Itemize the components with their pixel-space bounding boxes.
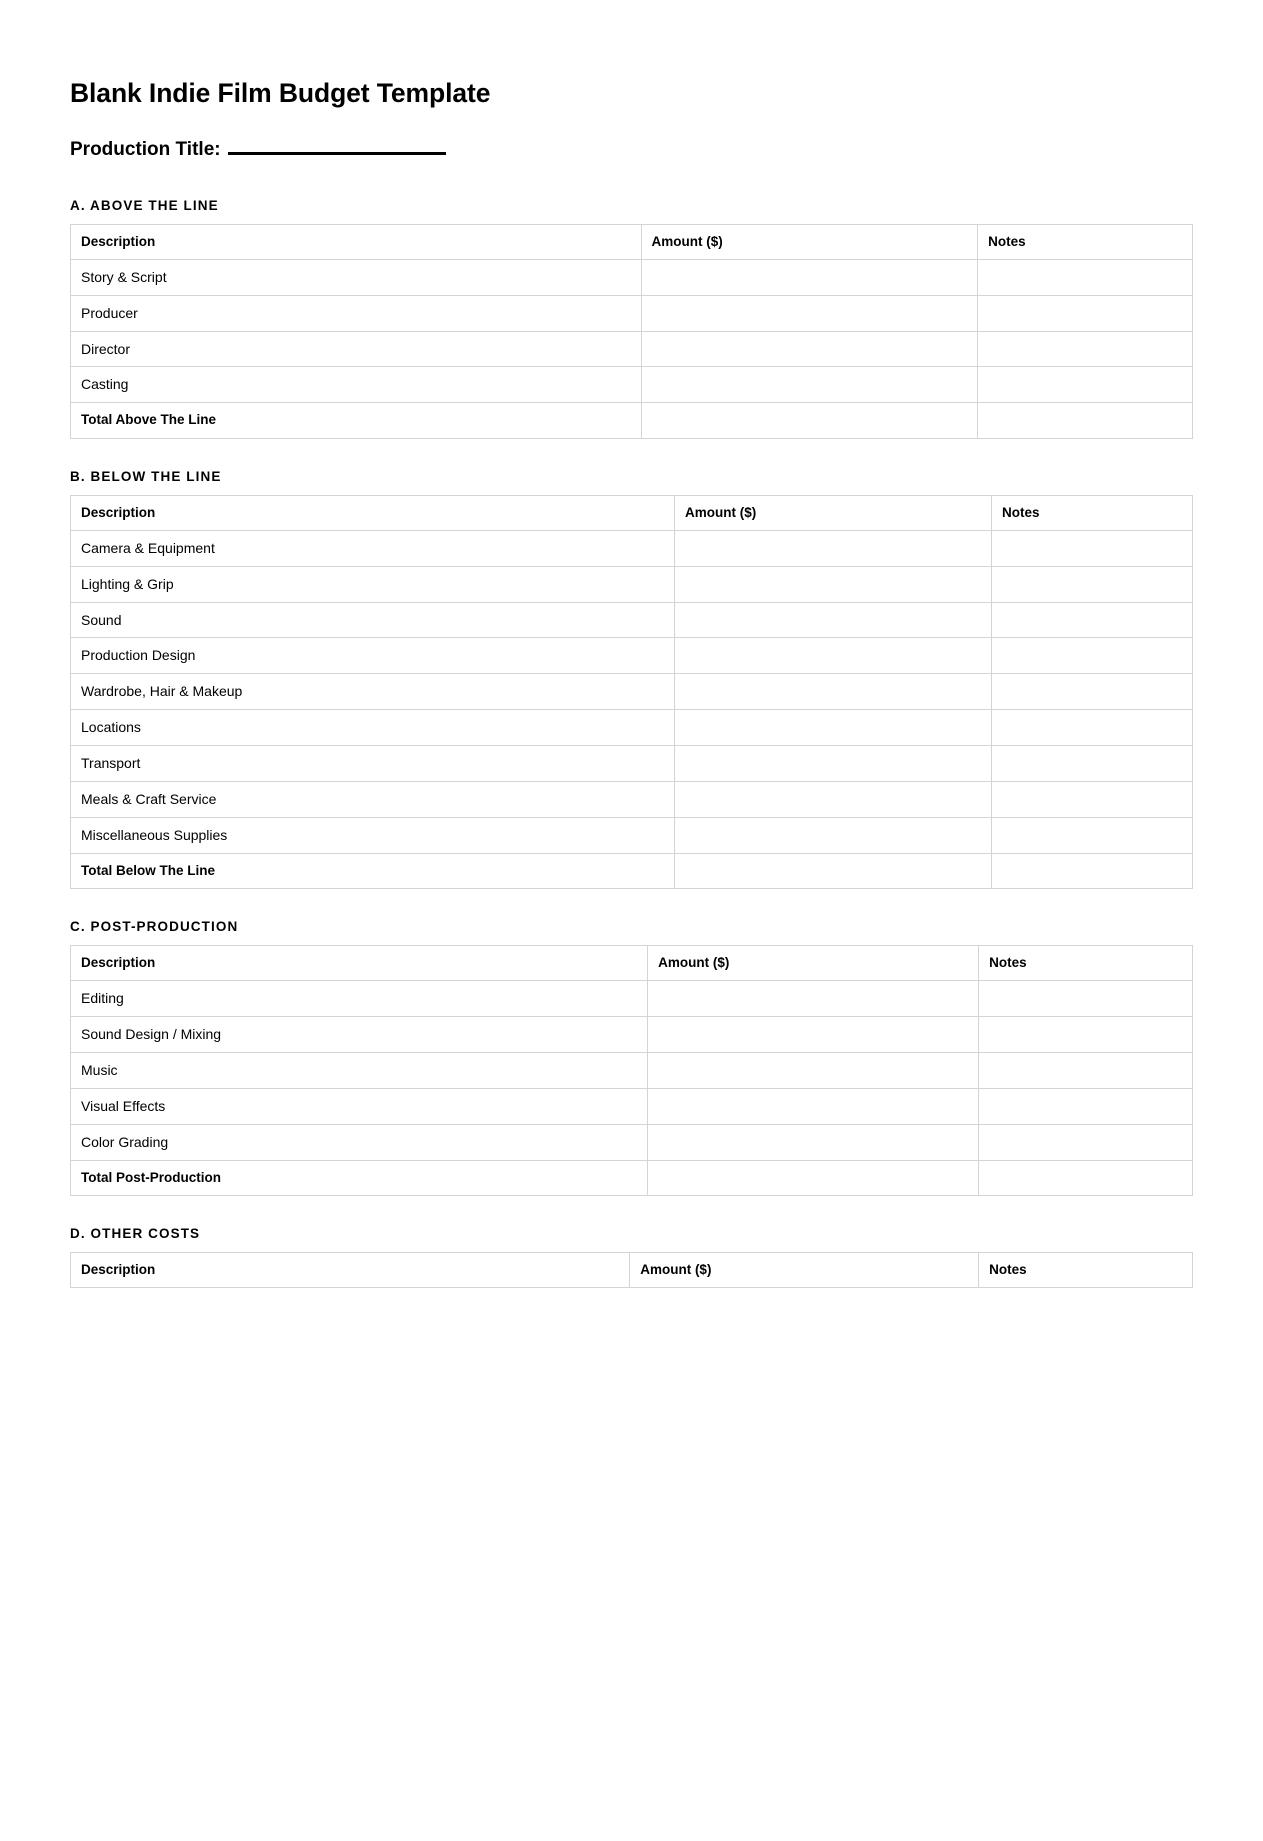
row-notes[interactable] [979,1124,1193,1160]
table-row [71,331,1193,367]
row-amount[interactable] [641,367,978,403]
table-total-row [71,403,1193,438]
column-header-amount: Amount ($) [641,224,978,259]
row-amount[interactable] [675,602,992,638]
table-row [71,782,1193,818]
column-header-description: Description [71,495,675,530]
section-heading-a: A. ABOVE THE LINE [70,197,219,213]
column-header-description: Description [71,1252,630,1287]
table-row [71,981,1193,1017]
row-description: Color Grading [71,1124,648,1160]
page-title: Blank Indie Film Budget Template [70,78,491,108]
column-header-description: Description [71,946,648,981]
row-amount[interactable] [675,530,992,566]
row-description: Transport [71,746,675,782]
section-d-clip [70,1252,1193,1288]
table-header-row [71,946,1193,981]
table-row [71,295,1193,331]
row-notes[interactable] [992,566,1193,602]
section-heading-c: C. POST-PRODUCTION [70,919,239,935]
production-title-label: Production Title: [70,138,221,160]
total-notes[interactable] [979,1160,1193,1195]
row-amount[interactable] [648,1088,979,1124]
row-amount[interactable] [641,295,978,331]
row-amount[interactable] [675,746,992,782]
column-header-notes: Notes [979,1252,1193,1287]
row-notes[interactable] [978,331,1193,367]
row-description: Meals & Craft Service [71,782,675,818]
section-post-production [70,919,1193,1196]
section-above-the-line [70,198,1193,439]
row-description: Visual Effects [71,1088,648,1124]
budget-table-d [70,1252,1193,1288]
table-row [71,367,1193,403]
table-row [71,602,1193,638]
row-amount[interactable] [641,259,978,295]
total-label: Total Post-Production [71,1160,648,1195]
row-description: Production Design [71,638,675,674]
row-description: Casting [71,367,642,403]
budget-table-a [70,224,1193,439]
row-amount[interactable] [648,981,979,1017]
row-notes[interactable] [979,1017,1193,1053]
row-description: Locations [71,710,675,746]
row-notes[interactable] [992,817,1193,853]
row-notes[interactable] [979,1088,1193,1124]
table-row [71,638,1193,674]
row-description: Wardrobe, Hair & Makeup [71,674,675,710]
row-notes[interactable] [978,295,1193,331]
row-notes[interactable] [992,674,1193,710]
section-below-the-line [70,469,1193,889]
table-total-row [71,853,1193,888]
row-amount[interactable] [675,674,992,710]
table-row [71,1124,1193,1160]
row-notes[interactable] [978,367,1193,403]
row-amount[interactable] [675,782,992,818]
column-header-description: Description [71,224,642,259]
production-title-row [70,138,1193,162]
row-notes[interactable] [992,710,1193,746]
table-row [71,259,1193,295]
row-amount[interactable] [675,638,992,674]
table-row [71,566,1193,602]
table-total-row [71,1160,1193,1195]
row-description: Lighting & Grip [71,566,675,602]
row-notes[interactable] [992,638,1193,674]
table-row [71,746,1193,782]
table-header-row [71,224,1193,259]
row-amount[interactable] [675,710,992,746]
total-notes[interactable] [978,403,1193,438]
section-heading-b: B. BELOW THE LINE [70,468,222,484]
total-amount[interactable] [641,403,978,438]
row-description: Sound [71,602,675,638]
table-row [71,530,1193,566]
row-notes[interactable] [979,1053,1193,1089]
row-notes[interactable] [979,981,1193,1017]
total-notes[interactable] [992,853,1193,888]
table-row [71,1088,1193,1124]
row-description: Producer [71,295,642,331]
row-description: Miscellaneous Supplies [71,817,675,853]
production-title-input[interactable] [228,138,446,155]
table-row [71,710,1193,746]
row-amount[interactable] [675,817,992,853]
column-header-amount: Amount ($) [675,495,992,530]
total-label: Total Above The Line [71,403,642,438]
row-description: Sound Design / Mixing [71,1017,648,1053]
table-header-row [71,495,1193,530]
column-header-notes: Notes [992,495,1193,530]
table-row [71,1053,1193,1089]
row-notes[interactable] [992,530,1193,566]
column-header-notes: Notes [978,224,1193,259]
table-row [71,817,1193,853]
row-notes[interactable] [992,602,1193,638]
row-amount[interactable] [641,331,978,367]
row-amount[interactable] [675,566,992,602]
column-header-amount: Amount ($) [630,1252,979,1287]
row-amount[interactable] [648,1017,979,1053]
total-amount[interactable] [648,1160,979,1195]
row-notes[interactable] [978,259,1193,295]
column-header-notes: Notes [979,946,1193,981]
row-description: Story & Script [71,259,642,295]
total-amount[interactable] [675,853,992,888]
row-amount[interactable] [648,1124,979,1160]
row-description: Editing [71,981,648,1017]
table-row [71,1017,1193,1053]
table-row [71,674,1193,710]
table-header-row [71,1252,1193,1287]
row-description: Music [71,1053,648,1089]
row-notes[interactable] [992,782,1193,818]
row-amount[interactable] [648,1053,979,1089]
total-label: Total Below The Line [71,853,675,888]
row-description: Camera & Equipment [71,530,675,566]
section-heading-d: D. OTHER COSTS [70,1225,201,1241]
budget-table-c [70,945,1193,1196]
column-header-amount: Amount ($) [648,946,979,981]
row-notes[interactable] [992,746,1193,782]
section-other-costs [70,1226,1193,1288]
row-description: Director [71,331,642,367]
budget-table-b [70,495,1193,889]
